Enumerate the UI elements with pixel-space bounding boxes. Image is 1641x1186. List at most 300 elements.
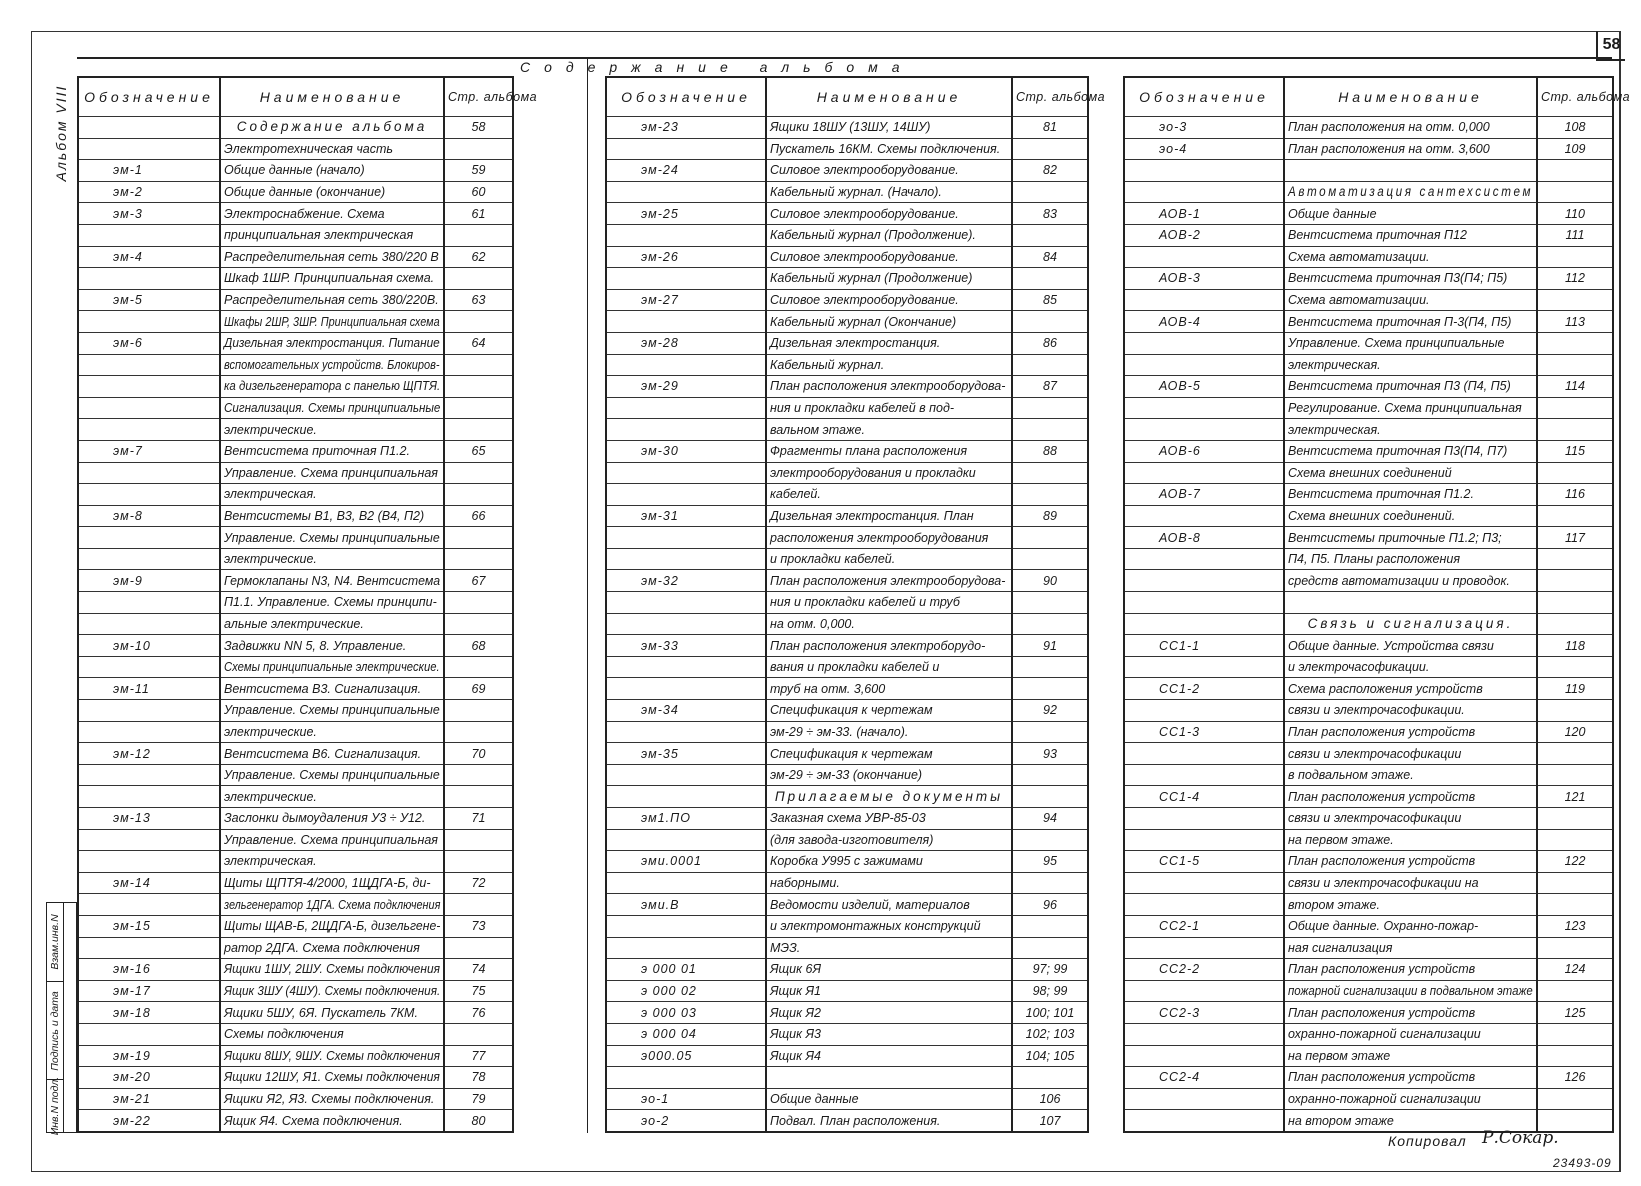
row-page xyxy=(1537,937,1613,959)
row-page xyxy=(444,1088,513,1110)
table-row xyxy=(78,160,513,182)
row-name-text: Схема внешних соединений. xyxy=(1288,508,1456,523)
table-row xyxy=(78,354,513,376)
row-code-text: АОВ-2 xyxy=(1159,228,1201,243)
table-row xyxy=(78,915,513,937)
row-name xyxy=(220,786,444,808)
row-code xyxy=(606,376,766,398)
row-page-text: 82 xyxy=(1043,163,1057,178)
row-page xyxy=(444,419,513,441)
row-name xyxy=(766,419,1012,441)
row-name xyxy=(220,311,444,333)
table-row xyxy=(1124,505,1613,527)
row-name xyxy=(766,1088,1012,1110)
table-row xyxy=(606,419,1088,441)
row-code xyxy=(1124,743,1284,765)
row-code xyxy=(1124,635,1284,657)
table-header xyxy=(1124,77,1613,117)
row-name-text: План расположения на отм. 0,000 xyxy=(1288,120,1490,135)
row-page xyxy=(444,808,513,830)
row-name-text: Вентсистема приточная П3 (П4, П5) xyxy=(1288,379,1511,394)
row-page-text: 64 xyxy=(471,336,486,351)
row-name xyxy=(220,980,444,1002)
row-page-text: 122 xyxy=(1564,854,1586,869)
row-code-text: АОВ-1 xyxy=(1159,206,1201,221)
row-name xyxy=(1284,181,1537,203)
row-code xyxy=(1124,332,1284,354)
row-page-text: 93 xyxy=(1043,746,1057,761)
table-row xyxy=(78,743,513,765)
row-page xyxy=(1012,462,1088,484)
row-page-text: 121 xyxy=(1564,789,1586,804)
table-row xyxy=(606,721,1088,743)
row-page xyxy=(1012,1002,1088,1024)
row-page xyxy=(1537,570,1613,592)
table-row xyxy=(606,268,1088,290)
table-row xyxy=(1124,117,1613,139)
row-name xyxy=(1284,872,1537,894)
row-page-text: 61 xyxy=(471,206,486,221)
row-code xyxy=(78,268,220,290)
table-row xyxy=(78,937,513,959)
row-name-text: электрическая. xyxy=(224,854,317,869)
header-name: Наименование xyxy=(766,77,1012,117)
row-code xyxy=(1124,808,1284,830)
row-code xyxy=(606,224,766,246)
row-page xyxy=(1012,354,1088,376)
row-page xyxy=(1012,635,1088,657)
row-name-text: Ящик Я2 xyxy=(770,1005,821,1020)
table-row xyxy=(78,829,513,851)
row-name xyxy=(766,764,1012,786)
table-row xyxy=(1124,224,1613,246)
row-page xyxy=(444,959,513,981)
row-page xyxy=(444,224,513,246)
row-name-text: электрические. xyxy=(224,724,317,739)
row-code-text: эм-35 xyxy=(641,746,679,761)
table-row xyxy=(78,786,513,808)
table-row xyxy=(78,1045,513,1067)
row-name-text: Силовое электрооборудование. xyxy=(770,163,959,178)
row-code-text: СС1-4 xyxy=(1159,789,1201,804)
row-code xyxy=(606,959,766,981)
table-row xyxy=(606,462,1088,484)
row-name xyxy=(766,462,1012,484)
row-code xyxy=(78,656,220,678)
row-name xyxy=(766,224,1012,246)
row-code-text: АОВ-7 xyxy=(1159,487,1201,502)
row-name xyxy=(220,1002,444,1024)
row-name xyxy=(1284,117,1537,139)
row-page xyxy=(1537,872,1613,894)
table-row xyxy=(606,700,1088,722)
table-row xyxy=(606,1067,1088,1089)
row-code xyxy=(606,894,766,916)
row-page xyxy=(444,1045,513,1067)
row-name xyxy=(766,484,1012,506)
row-page-text: 106 xyxy=(1039,1092,1061,1107)
row-name xyxy=(766,505,1012,527)
row-page-text: 78 xyxy=(471,1070,486,1085)
row-code-text: эм-6 xyxy=(113,336,143,351)
table-row xyxy=(78,678,513,700)
row-name-text: и электромонтажных конструкций xyxy=(770,919,981,934)
row-name xyxy=(220,764,444,786)
row-name-text: Ящики 18ШУ (13ШУ, 14ШУ) xyxy=(770,120,931,135)
row-code xyxy=(1124,570,1284,592)
row-code xyxy=(78,117,220,139)
table-row xyxy=(78,959,513,981)
row-page xyxy=(1537,548,1613,570)
row-code-text: эм-3 xyxy=(113,206,143,221)
row-name-text: эм-29 ÷ эм-33. (начало). xyxy=(770,724,909,739)
row-name-text: Силовое электрооборудование. xyxy=(770,249,959,264)
row-name xyxy=(220,160,444,182)
row-page xyxy=(1537,678,1613,700)
row-name xyxy=(220,1110,444,1132)
row-name-text: Вентсистема приточная П3(П4, П7) xyxy=(1288,444,1508,459)
row-name xyxy=(220,138,444,160)
table-row xyxy=(78,397,513,419)
table-row xyxy=(78,440,513,462)
row-name-text: Общие данные (окончание) xyxy=(224,185,386,200)
row-name-text: Шкафы 2ШР, 3ШР. Принципиальная схема xyxy=(224,314,440,329)
table-header xyxy=(606,77,1088,117)
header-code: Обозначение xyxy=(1124,77,1284,117)
row-name xyxy=(1284,224,1537,246)
stamp-inv-repl-label: Взам.инв.N xyxy=(49,914,61,970)
table-row xyxy=(78,613,513,635)
row-name xyxy=(220,635,444,657)
row-page xyxy=(1537,894,1613,916)
row-page-text: 123 xyxy=(1564,919,1586,934)
row-name-text: Схемы принципиальные электрические. xyxy=(224,660,440,675)
row-code xyxy=(606,484,766,506)
table-row xyxy=(606,592,1088,614)
row-code xyxy=(606,915,766,937)
row-page-text: 71 xyxy=(471,811,486,826)
row-name xyxy=(1284,721,1537,743)
row-name xyxy=(1284,656,1537,678)
row-name xyxy=(1284,980,1537,1002)
table-row xyxy=(1124,354,1613,376)
row-page xyxy=(1537,721,1613,743)
table-row xyxy=(78,246,513,268)
row-name xyxy=(766,117,1012,139)
row-name xyxy=(1284,700,1537,722)
row-name-text: ния и прокладки кабелей и труб xyxy=(770,595,960,610)
row-code xyxy=(606,419,766,441)
row-page xyxy=(1012,181,1088,203)
header-code: Обозначение xyxy=(78,77,220,117)
row-name-text: средств автоматизации и проводок. xyxy=(1288,573,1510,588)
stamp-cell-inv-repl xyxy=(47,903,63,982)
row-name-text: П4, П5. Планы расположения xyxy=(1288,552,1461,567)
row-code-text: эм-19 xyxy=(113,1048,151,1063)
row-code-text: эм-1 xyxy=(113,163,143,178)
row-page xyxy=(444,440,513,462)
row-code-text: эм-23 xyxy=(641,120,679,135)
row-code xyxy=(1124,138,1284,160)
row-page xyxy=(444,332,513,354)
row-page xyxy=(1012,721,1088,743)
row-code-text: эм-17 xyxy=(113,984,151,999)
row-code xyxy=(1124,440,1284,462)
row-code-text: эм-24 xyxy=(641,163,679,178)
row-name-text: Шкаф 1ШР. Принципиальная схема. xyxy=(224,271,435,286)
row-page xyxy=(1012,268,1088,290)
row-name xyxy=(1284,354,1537,376)
section-heading-row xyxy=(1124,181,1613,203)
row-code xyxy=(1124,937,1284,959)
row-code xyxy=(1124,246,1284,268)
row-code xyxy=(78,980,220,1002)
row-code xyxy=(1124,117,1284,139)
row-page-text: 69 xyxy=(471,681,486,696)
row-name-text: ная сигнализация xyxy=(1288,940,1393,955)
table-row xyxy=(1124,570,1613,592)
row-code xyxy=(606,1088,766,1110)
table-row xyxy=(78,484,513,506)
row-name xyxy=(766,289,1012,311)
table-row xyxy=(78,656,513,678)
row-page-text: 124 xyxy=(1564,962,1586,977)
row-page-text: 126 xyxy=(1564,1070,1586,1085)
row-code-text: АОВ-8 xyxy=(1159,530,1201,545)
row-page xyxy=(1537,980,1613,1002)
row-page xyxy=(1537,224,1613,246)
row-name-text: Общие данные. Устройства связи xyxy=(1288,638,1494,653)
table-row xyxy=(78,289,513,311)
table-row xyxy=(78,505,513,527)
row-name-text: эм-29 ÷ эм-33 (окончание) xyxy=(770,768,923,783)
row-name xyxy=(220,894,444,916)
table-row xyxy=(78,980,513,1002)
row-page-text: 118 xyxy=(1565,638,1585,653)
row-code xyxy=(78,419,220,441)
table-row xyxy=(606,548,1088,570)
row-page xyxy=(1012,570,1088,592)
copier-signature: Р.Сокар. xyxy=(1482,1128,1559,1148)
row-code xyxy=(78,764,220,786)
row-name xyxy=(1284,1023,1537,1045)
row-code-text: э 000 01 xyxy=(641,962,697,977)
table-row xyxy=(1124,894,1613,916)
row-page xyxy=(444,354,513,376)
row-code xyxy=(78,548,220,570)
row-name xyxy=(220,224,444,246)
row-name xyxy=(220,289,444,311)
table-row xyxy=(1124,872,1613,894)
row-code-text: эм-10 xyxy=(113,638,151,653)
row-name-text: Общие данные xyxy=(1288,206,1377,221)
row-name xyxy=(766,570,1012,592)
table-row xyxy=(78,527,513,549)
table-row xyxy=(1124,700,1613,722)
row-name xyxy=(220,1067,444,1089)
row-page xyxy=(1537,1002,1613,1024)
row-name xyxy=(220,959,444,981)
table-row xyxy=(606,1023,1088,1045)
row-name-text: Управление. Схема принципиальная xyxy=(224,465,438,480)
table-row xyxy=(78,138,513,160)
header-code: Обозначение xyxy=(606,77,766,117)
row-page xyxy=(444,915,513,937)
row-name-text: охранно-пожарной сигнализации xyxy=(1288,1092,1481,1107)
row-code xyxy=(1124,678,1284,700)
row-name xyxy=(1284,937,1537,959)
row-page xyxy=(444,160,513,182)
row-code xyxy=(1124,311,1284,333)
row-code xyxy=(606,829,766,851)
table-row xyxy=(1124,1023,1613,1045)
table-row xyxy=(606,1045,1088,1067)
table-header xyxy=(78,77,513,117)
table-row xyxy=(1124,635,1613,657)
row-page xyxy=(444,872,513,894)
table-row xyxy=(606,1002,1088,1024)
table-row xyxy=(1124,289,1613,311)
table-row xyxy=(606,397,1088,419)
row-page xyxy=(1012,980,1088,1002)
table-row xyxy=(78,376,513,398)
row-page xyxy=(1537,613,1613,635)
row-page xyxy=(444,548,513,570)
row-name xyxy=(766,332,1012,354)
table-row xyxy=(1124,484,1613,506)
copied-by-label: Копировал xyxy=(1388,1133,1467,1149)
row-name-text: МЭЗ. xyxy=(770,940,801,955)
table-row xyxy=(1124,980,1613,1002)
row-page-text: 116 xyxy=(1565,487,1585,502)
approval-stamp xyxy=(46,902,77,1136)
row-code-text: эм-11 xyxy=(113,681,150,696)
row-page-text: 119 xyxy=(1565,681,1585,696)
row-code xyxy=(606,980,766,1002)
stamp-sign-date-label: Подпись и дата xyxy=(49,990,61,1071)
table-row xyxy=(606,743,1088,765)
row-code xyxy=(606,160,766,182)
row-page-text: 125 xyxy=(1564,1005,1586,1020)
row-name xyxy=(766,678,1012,700)
row-name-text: наборными. xyxy=(770,876,840,891)
row-code xyxy=(1124,527,1284,549)
row-name-text: План расположения устройств xyxy=(1288,1070,1476,1085)
table-row xyxy=(606,117,1088,139)
table-row xyxy=(606,829,1088,851)
row-name xyxy=(220,743,444,765)
row-page xyxy=(444,1067,513,1089)
row-code-text: эм-32 xyxy=(641,573,679,588)
row-code-text: эм-13 xyxy=(113,811,151,826)
row-page xyxy=(1537,786,1613,808)
row-name xyxy=(766,721,1012,743)
row-name-text: Задвижки NN 5, 8. Управление. xyxy=(224,638,407,653)
row-code xyxy=(1124,203,1284,225)
row-name-text: вания и прокладки кабелей и xyxy=(770,660,940,675)
row-name xyxy=(766,1002,1012,1024)
row-page xyxy=(1012,160,1088,182)
row-page-text: 79 xyxy=(471,1092,486,1107)
row-code-text: э 000 04 xyxy=(641,1027,697,1042)
row-code-text: эм-7 xyxy=(113,444,143,459)
row-code xyxy=(1124,700,1284,722)
row-name xyxy=(220,527,444,549)
row-page xyxy=(1012,246,1088,268)
row-code xyxy=(78,851,220,873)
row-page xyxy=(444,246,513,268)
row-name-text: Схемы подключения xyxy=(224,1027,344,1042)
row-name xyxy=(766,592,1012,614)
row-code-text: э 000 02 xyxy=(641,984,697,999)
table-row xyxy=(1124,786,1613,808)
row-page xyxy=(1012,872,1088,894)
row-page-text: 120 xyxy=(1564,724,1586,739)
row-code xyxy=(78,894,220,916)
row-name-text: Содержание альбома xyxy=(236,119,428,135)
table-row xyxy=(78,268,513,290)
table-row xyxy=(1124,721,1613,743)
row-page-text: 109 xyxy=(1564,141,1586,156)
table-row xyxy=(78,592,513,614)
row-code-text: СС1-5 xyxy=(1159,854,1201,869)
row-page xyxy=(1012,311,1088,333)
table-row xyxy=(78,548,513,570)
row-code xyxy=(1124,851,1284,873)
table-row xyxy=(1124,1045,1613,1067)
row-code xyxy=(606,332,766,354)
toc-table-right xyxy=(1123,76,1631,1133)
row-code xyxy=(1124,829,1284,851)
table-row xyxy=(78,894,513,916)
row-name xyxy=(766,440,1012,462)
row-page xyxy=(1537,268,1613,290)
row-page xyxy=(1012,786,1088,808)
row-code xyxy=(78,743,220,765)
row-page xyxy=(1012,527,1088,549)
row-page-text: 87 xyxy=(1043,379,1057,394)
row-page-text: 110 xyxy=(1565,206,1585,221)
row-code xyxy=(1124,224,1284,246)
row-name-text: Ящики 8ШУ, 9ШУ. Схемы подключения xyxy=(224,1048,440,1063)
row-page-text: 60 xyxy=(471,185,486,200)
row-page-text: 94 xyxy=(1043,811,1057,826)
section-heading-row xyxy=(606,786,1088,808)
row-code xyxy=(606,1023,766,1045)
row-name-text: Управление. Схемы принципиальные xyxy=(224,530,440,545)
row-code xyxy=(1124,764,1284,786)
row-code xyxy=(78,959,220,981)
row-name-text: План расположения электрооборудова- xyxy=(770,379,1006,394)
table-row xyxy=(606,894,1088,916)
row-code-text: эм-4 xyxy=(113,249,143,264)
row-code-text: эм-34 xyxy=(641,703,679,718)
row-code xyxy=(606,678,766,700)
row-page xyxy=(444,851,513,873)
row-code-text: СС1-2 xyxy=(1159,681,1201,696)
row-code xyxy=(78,613,220,635)
row-name-text: электрические. xyxy=(224,422,317,437)
row-code-text: эм-16 xyxy=(113,962,151,977)
row-name xyxy=(220,484,444,506)
table-row xyxy=(606,656,1088,678)
row-code xyxy=(78,1088,220,1110)
row-page xyxy=(1537,527,1613,549)
row-name xyxy=(1284,743,1537,765)
row-code xyxy=(606,397,766,419)
row-name xyxy=(1284,440,1537,462)
row-code xyxy=(1124,1110,1284,1132)
